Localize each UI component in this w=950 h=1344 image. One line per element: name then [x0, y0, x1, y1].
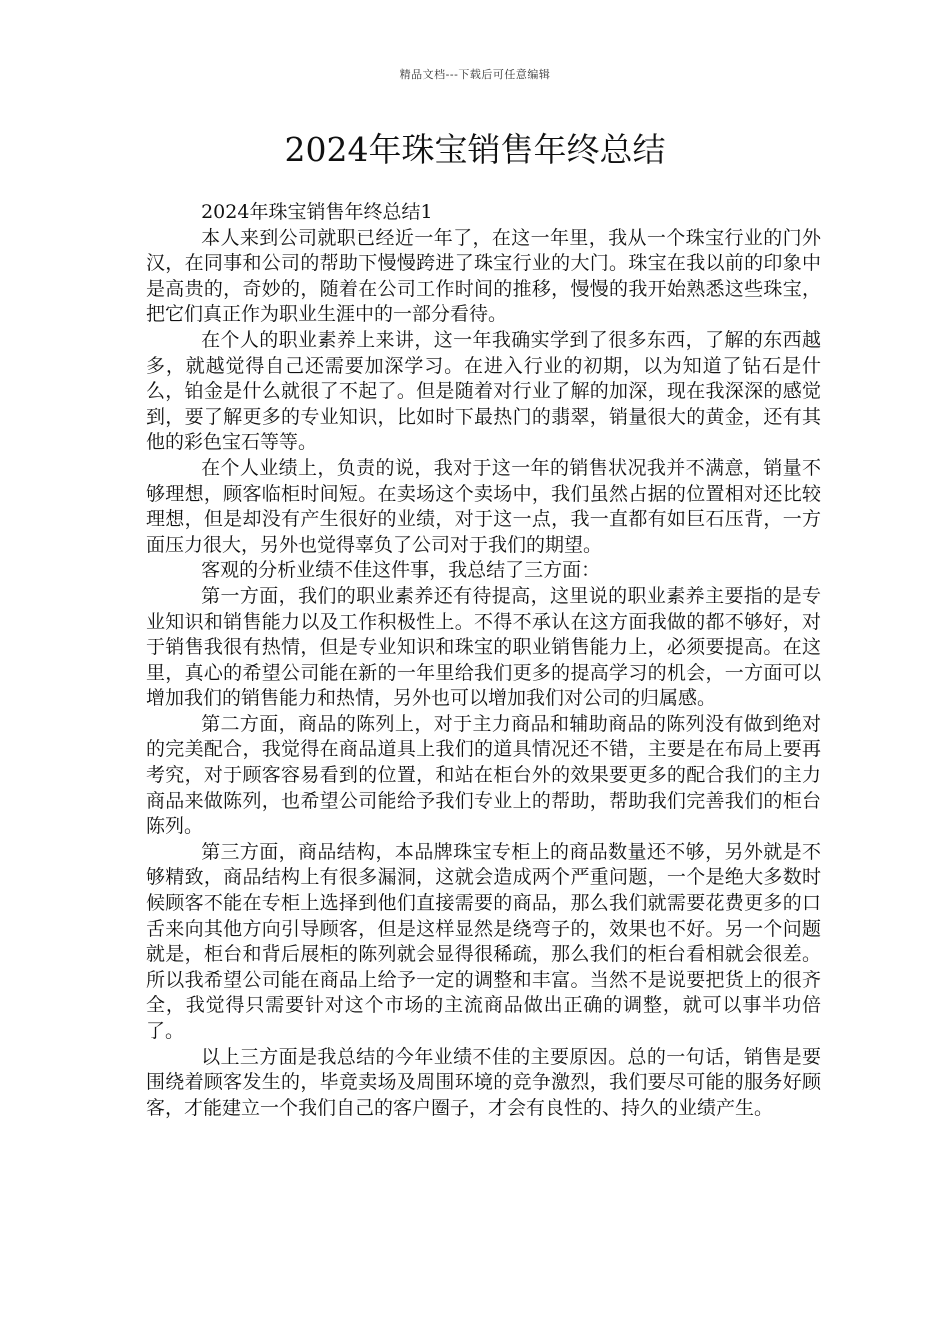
body-paragraph: 以上三方面是我总结的今年业绩不佳的主要原因。总的一句话，销售是要围绕着顾客发生的，毕竟卖场及周围环境的竞争激烈，我们要尽可能的服务好顾客，才能建立一个我们自己的客户圈子，才会有良性的、持久的业绩产生。	[146, 1045, 821, 1119]
section-heading: 2024年珠宝销售年终总结1	[201, 201, 433, 223]
document-title: 2024年珠宝销售年终总结	[284, 130, 666, 169]
body-paragraph: 在个人的职业素养上来讲，这一年我确实学到了很多东西，了解的东西越多，就越觉得自己还需要加深学习。在进入行业的初期，以为知道了钻石是什么，铂金是什么就很了不起了。但是随着对行业了解的加深，现在我深深的感觉到，要了解更多的专业知识，比如时下最热门的翡翠，销量很大的黄金，还有其他的彩色宝石等等。	[146, 328, 821, 454]
body-paragraph: 第一方面，我们的职业素养还有待提高，这里说的职业素养主要指的是专业知识和销售能力以及工作积极性上。不得不承认在这方面我做的都不够好，对于销售我很有热情，但是专业知识和珠宝的职业销售能力上，必须要提高。在这里，真心的希望公司能在新的一年里给我们更多的提高学习的机会，一方面可以增加我们的销售能力和热情，另外也可以增加我们对公司的归属感。	[146, 584, 821, 710]
body-paragraph: 第三方面，商品结构，本品牌珠宝专柜上的商品数量还不够，另外就是不够精致，商品结构上有很多漏洞，这就会造成两个严重问题，一个是绝大多数时候顾客不能在专柜上选择到他们直接需要的商品，那么我们就需要花费更多的口舌来向其他方向引导顾客，但是这样显然是绕弯子的，效果也不好。另一个问题就是，柜台和背后展柜的陈列就会显得很稀疏，那么我们的柜台看相就会很差。所以我希望公司能在商品上给予一定的调整和丰富。当然不是说要把货上的很齐全，我觉得只需要针对这个市场的主流商品做出正确的调整，就可以事半功倍了。	[146, 840, 821, 1042]
body-paragraph: 客观的分析业绩不佳这件事，我总结了三方面：	[201, 559, 601, 582]
body-paragraph: 第二方面，商品的陈列上，对于主力商品和辅助商品的陈列没有做到绝对的完美配合，我觉得在商品道具上我们的道具情况还不错，主要是在布局上要再考究，对于顾客容易看到的位置，和站在柜台外的效果要更多的配合我们的主力商品来做陈列，也希望公司能给予我们专业上的帮助，帮助我们完善我们的柜台陈列。	[146, 712, 821, 838]
body-paragraph: 在个人业绩上，负责的说，我对于这一年的销售状况我并不满意，销量不够理想，顾客临柜时间短。在卖场这个卖场中，我们虽然占据的位置相对还比较理想，但是却没有产生很好的业绩，对于这一点，我一直都有如巨石压背，一方面压力很大，另外也觉得辜负了公司对于我们的期望。	[146, 456, 821, 556]
document-body	[146, 200, 821, 1121]
page-header: 精品文档---下载后可任意编辑	[399, 68, 551, 81]
body-paragraph: 本人来到公司就职已经近一年了，在这一年里，我从一个珠宝行业的门外汉，在同事和公司的帮助下慢慢跨进了珠宝行业的大门。珠宝在我以前的印象中是高贵的，奇妙的，随着在公司工作时间的推移，慢慢的我开始熟悉这些珠宝，把它们真正作为职业生涯中的一部分看待。	[146, 226, 821, 326]
